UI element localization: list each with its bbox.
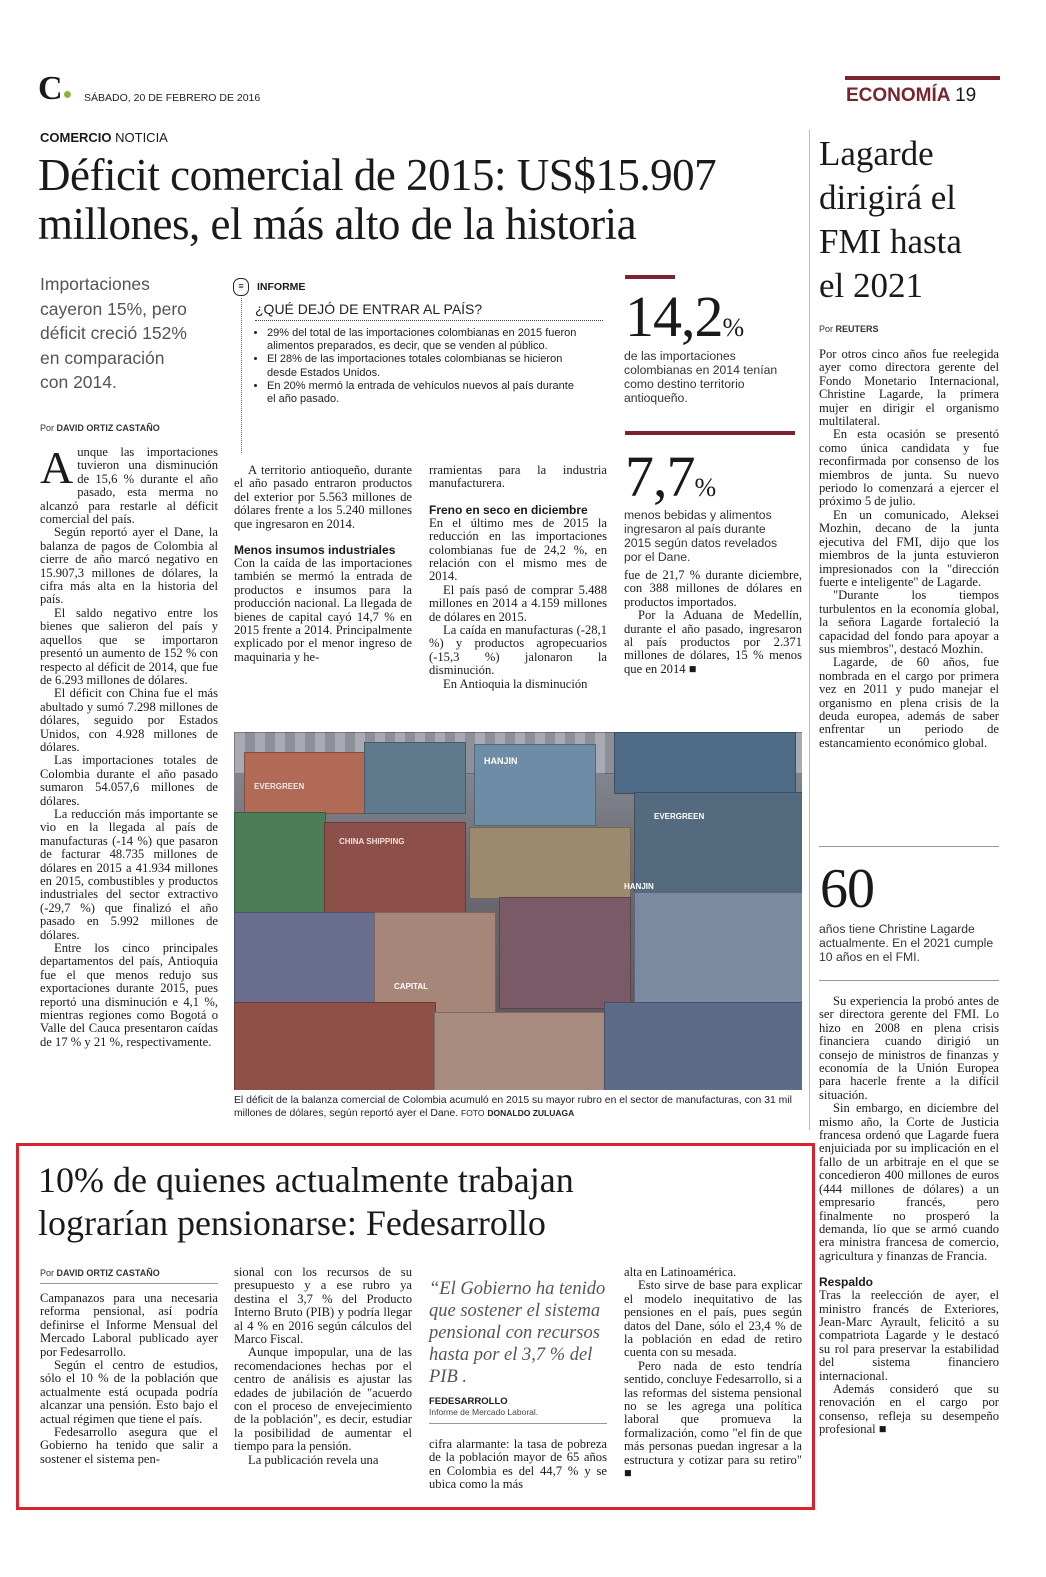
stat-value: 7,7% [625,444,716,509]
pension-col-4: alta en Latinoamérica. Esto sirve de base para explicar el modelo inequitativo de las pensiones en el país, pues según datos del Dane, sólo el 23,4 % de la población en edad de retiro cuenta con su mesada. Pero nada de esto tendría sentido, concluye Fedesarrollo, si a las reformas del sistema pensional no se les agrega una política laboral que promueva la formalización, como "el fin de que más personas puedan ingresar a la estructura y cotizar para su retiro" ■ [624,1265,802,1481]
kicker: COMERCIO NOTICIA [40,130,168,145]
pension-byline: Por DAVID ORTIZ CASTAÑO [40,1268,160,1278]
deck: Importaciones cayeron 15%, pero déficit creció 152% en comparación con 2014. [40,274,187,392]
pull-quote: “El Gobierno ha tenido que sostener el sistema pensional con recursos hasta por el 3,7 % del PIB . FEDESARROLLO Informe de Mercado Laboral. [429,1278,607,1424]
main-col-3: rramientas para la industria manufacturera. Freno en seco en diciembre En el último mes de 2015 la reducción en las importaciones colombianas fue de 24,2 %, en relación con el mismo mes de 2014. El país pasó de comprar 5.488 millones en 2014 a 4.159 millones de dólares en 2015. La caída en manufacturas (-28,1 %) y productos agropecuarios (-15,3 %) jalonaron la disminución. En Antioquia la disminución [429,463,607,691]
container-mark: EVERGREEN [254,782,305,791]
informe-box [233,278,603,406]
side-body-b: Su experiencia la probó antes de ser directora gerente del FMI. Lo hizo en 2008 en plena crisis financiera cuando dirigió un consejo de ministros de finanzas y economía de la Unión Europea para hacerle frente a la difícil situación. Sin embargo, en diciembre del mismo año, la Corte de Justicia francesa ordenó que Lagarde fuera enjuiciada por su implicación en el fallo de un arbitraje en el que se concedieron 400 millones de euros (444 millones de dólares) a un empresario francés, pero finalmente no prosperó la demanda, lío que se armó cuando era ministra francesa de comercio, agricultura y finanzas de Francia. Respaldo Tras la reelección de ayer, el ministro francés de Exteriores, Jean-Marc Ayrault, felicitó a su compatriota Lagarde y le destacó su rol para preservar la estabilidad del sistema financiero internacional. Además consideró que su renovación en el cargo por consenso, refleja su desempeño profesional ■ [819,994,999,1437]
main-headline: Déficit comercial de 2015: US$15.907 millones, el más alto de la historia [38,150,717,249]
stat-description: de las importaciones colombianas en 2014 tenían como destino territorio antioqueño. [624,349,778,405]
informe-bullet: • El 28% de las importaciones totales colombianas se hicieron desde Estados Unidos. [267,353,577,379]
informe-list [255,327,577,406]
side-headline: Lagarde dirigirá el FMI hasta el 2021 [819,134,962,305]
side-stat-value: 60 [820,858,874,920]
container-mark: HANJIN [624,882,654,891]
side-byline: Por REUTERS [819,324,879,334]
main-col-4: fue de 21,7 % durante diciembre, con 388 millones de dólares en productos importados. Por la Aduana de Medellín, durante el año pasado, ingresaron al país productos por 2.371 millones de dólares, 15 % menos que en 2014 ■ [624,568,802,676]
main-col-1: Aunque las importaciones tuvieron una disminución de 15,6 % durante el año pasado, esta merma no alcanzó para restarle al déficit comercial del país. Según reportó ayer el Dane, la balanza de pagos de Colombia al cierre de año marcó negativo en 15.907,3 millones de dólares, la cifra más alta en la historia del país. El saldo negativo entre los bienes que salieron del país y aquellos que se importaron presentó un aumento de 152 % con respecto al déficit de 2014, que fue de 6.293 millones de dólares. El déficit con China fue el más abultado y sumó 7.298 millones de dólares, seguido por Estados Unidos, con 4.928 millones de dólares. Las importaciones totales de Colombia durante el año pasado sumaron 54.057,6 millones de dólares. La reducción más importante se vio en la llegada al país de manufacturas (-14 %) que pasaron de facturar 48.735 millones de dólares en 2015 a 41.934 millones en 2015, combustibles y productos industriales del sector extractivo (-29,7 %) que finalizó el año pasado en 5.992 millones de dólares. Entre los cinco principales departamentos del país, Antioquia fue el que menos redujo sus exportaciones durante 2015, pues reportó una disminución e 4,1 %, mientras regiones como Bogotá o Valle del Cauca presentaron caídas de 17 % y 21 %, respectivamente. [40,442,218,1049]
informe-title: ¿QUÉ DEJÓ DE ENTRAR AL PAÍS? [255,301,483,317]
pension-col-2: sional con los recursos de su presupuesto y a ese rubro ya destina el 3,7 % del Producto Interno Bruto (PIB) y podría llegar al 4 % en 2016 según cálculos del Marco Fiscal. Aunque impopular, una de las recomendaciones hechas por el centro de análisis es ajustar las edades de jubilación de "acuerdo con el proceso de envejecimiento de la población", es decir, estudiar la posibilidad de aumentar el tiempo para la pensión. La publicación revela una [234,1265,412,1467]
stat-description: menos bebidas y alimentos ingresaron al país durante 2015 según datos revelados por el Dane. [624,508,778,564]
issue-date: SÁBADO, 20 DE FEBRERO DE 2016 [84,92,261,104]
page-number: 19 [955,85,977,106]
document-icon: ≡ [233,278,249,296]
container-mark: CAPITAL [394,982,429,991]
sidebar-divider [809,130,810,1130]
section-rule [845,76,1000,80]
informe-label: INFORME [257,281,306,293]
side-body-a: Por otros cinco años fue reelegida ayer como directora gerente del Fondo Monetario Internacional, Christine Lagarde, la primera mujer en dirigir el organismo multilateral. En esta ocasión se presentó como única candidata y fue reconfirmada por consenso de los miembros de junta. Su nuevo periodo lo comenzará a ejercer el próximo 5 de julio. En un comunicado, Aleksei Mozhin, decano de la junta ejecutiva del FMI, dijo que los miembros de la junta estuvieron impresionados con la "dirección fuerte e inteligente" de Lagarde. "Durante los tiempos turbulentos en la economía global, la señora Lagarde fortaleció la capacidad del fondo para apoyar a sus miembros", destacó Mozhin. Lagarde, de 60 años, fue nombrada en el cargo por primera vez en 2011 y pudo manejar el organismo en plena crisis de la deuda europea, además de saber enfrentar un periodo de estancamiento económico global. [819,347,999,750]
main-col-2: A territorio antioqueño, durante el año pasado entraron productos del exterior por 5.563 millones de dólares frente a los 5.240 millones que ingresaron en 2014. Menos insumos industriales Con la caída de las importaciones también se mermó la entrada de productos e insumos para la producción nacional. La llegada de bienes de capital cayó 14,7 % en 2015 frente a 2014. Principalmente explicado por el menor ingreso de maquinaria y he- [234,463,412,664]
informe-bullet: • 29% del total de las importaciones colombianas en 2015 fueron alimentos preparados, es decir, que se venden al público. [267,327,577,353]
container-mark: CHINA SHIPPING [339,837,405,846]
photo-caption: El déficit de la balanza comercial de Colombia acumuló en 2015 su mayor rubro en el sector de manufacturas, con 31 mil millones de dólares, según reportó ayer el Dane. FOTO DONALDO ZULUAGA [234,1095,792,1120]
informe-bullet: • En 20% mermó la entrada de vehículos nuevos al país durante el año pasado. [267,380,577,406]
logo: C● [38,70,73,107]
pension-col-1: Campanazos para una necesaria reforma pensional, así podría definirse el Informe Mensual del Mercado Laboral publicado ayer por Fedesarrollo. Según el centro de estudios, sólo el 10 % de la población que actualmente está ocupada podría alcanzar una pensión. Esto bajo el actual régimen que tiene el país. Fedesarrollo asegura que el Gobierno ha tenido que salir a sostener el sistema pen- [40,1291,218,1466]
section-label: ECONOMÍA 19 [846,85,977,106]
pension-headline: 10% de quienes actualmente trabajan lograrían pensionarse: Fedesarrollo [38,1160,574,1243]
stat-rule [625,275,675,279]
container-mark: EVERGREEN [654,812,705,821]
containers-photo [234,732,802,1090]
side-stat-description: años tiene Christine Lagarde actualmente. En el 2021 cumple 10 años en el FMI. [819,922,994,964]
stat-rule [625,431,795,435]
stat-value: 14,2% [625,284,744,349]
byline: Por DAVID ORTIZ CASTAÑO [40,423,160,433]
drop-cap: A [40,442,74,493]
side-stat-rule [819,846,999,847]
pension-col-3: cifra alarmante: la tasa de pobreza de la población mayor de 65 años en Colombia es del 44,7 % y se ubica como la más [429,1437,607,1492]
container-mark: HANJIN [484,756,518,766]
